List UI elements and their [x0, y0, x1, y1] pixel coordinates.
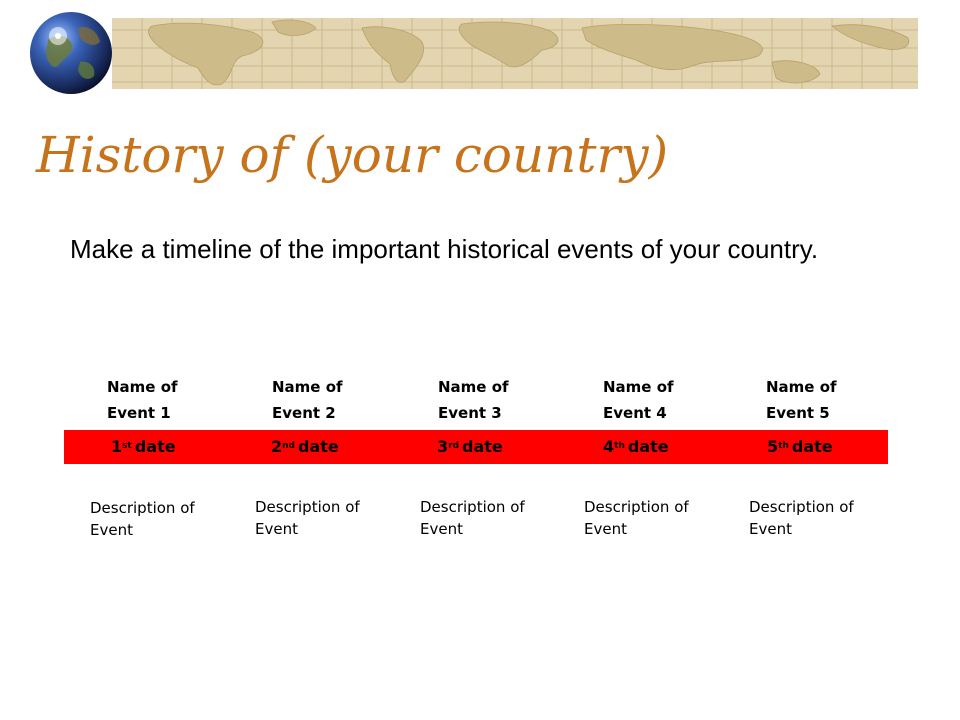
- event-name-1: Name of Event 1: [107, 378, 178, 422]
- event-description-2: Description of Event: [255, 498, 360, 538]
- world-map-banner: [112, 18, 918, 89]
- event-description-5: Description of Event: [749, 498, 854, 538]
- event-date-3: 3rd date: [437, 437, 503, 456]
- event-date-1: 1st date: [111, 437, 176, 456]
- event-name-4: Name of Event 4: [603, 378, 674, 422]
- event-description-3: Description of Event: [420, 498, 525, 538]
- event-date-4: 4th date: [603, 437, 669, 456]
- event-description-1: Description of Event: [90, 499, 195, 539]
- event-date-2: 2nd date: [271, 437, 339, 456]
- globe-icon: [28, 10, 114, 96]
- page-title: History of (your country): [36, 126, 669, 184]
- event-name-2: Name of Event 2: [272, 378, 343, 422]
- world-map-graphic: [112, 18, 918, 89]
- event-name-3: Name of Event 3: [438, 378, 509, 422]
- event-date-5: 5th date: [767, 437, 833, 456]
- event-names-row: [0, 374, 960, 424]
- timeline-bar: [64, 430, 888, 464]
- event-description-4: Description of Event: [584, 498, 689, 538]
- event-name-5: Name of Event 5: [766, 378, 837, 422]
- instruction-text: Make a timeline of the important historical events of your country.: [69, 234, 819, 264]
